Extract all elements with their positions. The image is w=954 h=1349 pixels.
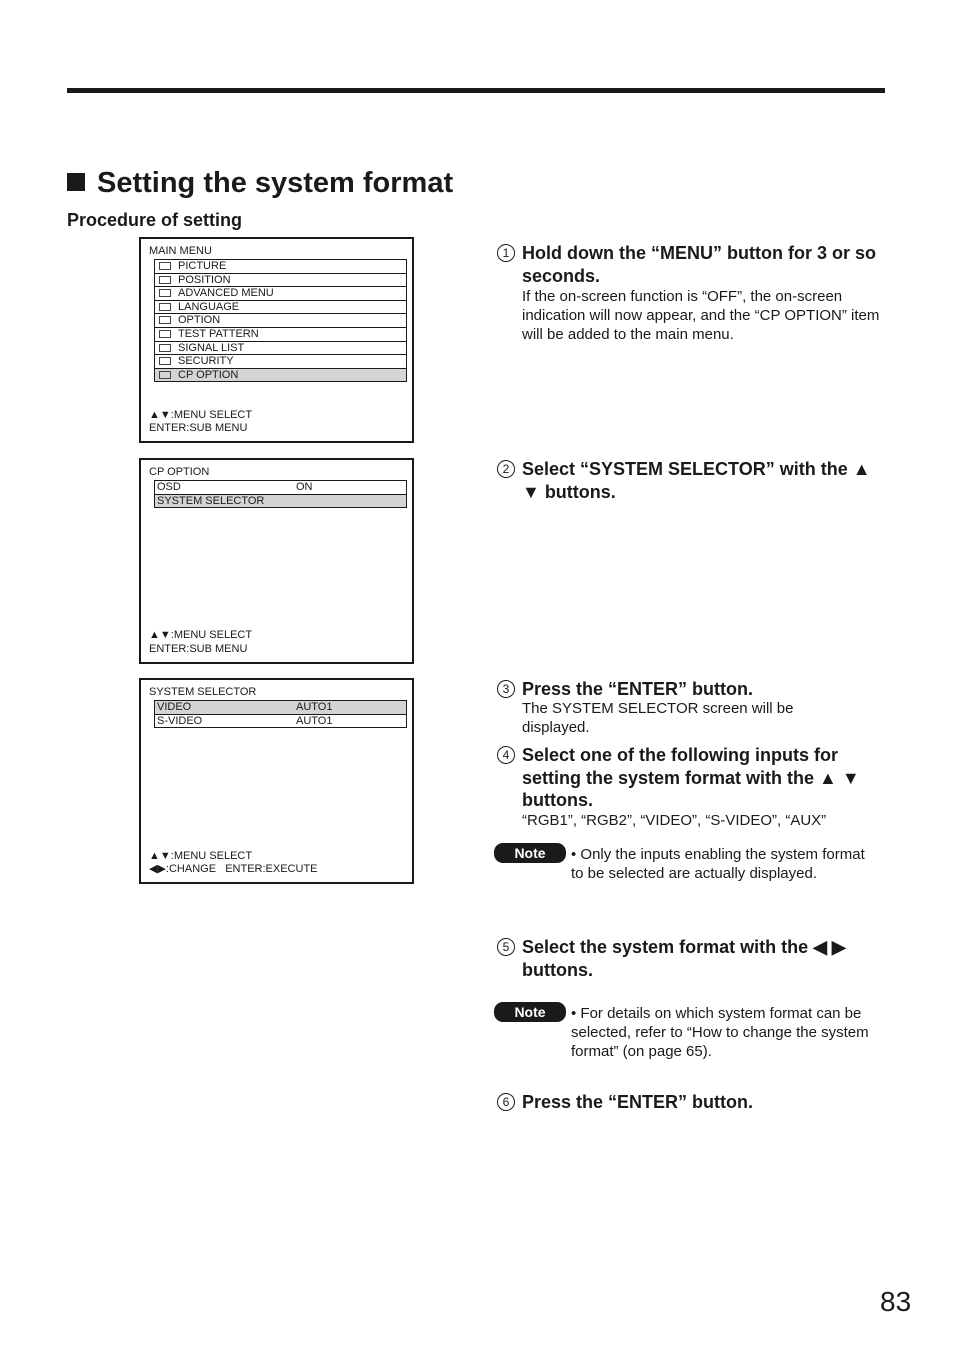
security-icon <box>159 357 171 365</box>
cp-option-icon <box>159 371 171 379</box>
system-selector-row-video: VIDEO AUTO1 <box>155 701 406 715</box>
position-icon <box>159 276 171 284</box>
menu-item-language: LANGUAGE <box>155 301 406 315</box>
system-selector-list <box>154 700 407 728</box>
step-number: 2 <box>497 460 515 478</box>
page-title <box>67 165 453 201</box>
advanced-menu-icon <box>159 289 171 297</box>
cp-option-row-osd: OSD ON <box>155 481 406 495</box>
main-menu-list <box>154 259 407 382</box>
main-menu-screen <box>139 237 414 443</box>
system-selector-screen <box>139 678 414 884</box>
note-badge: Note <box>494 1002 566 1022</box>
screen-header: CP OPTION <box>149 466 210 478</box>
step-heading: Hold down the “MENU” button for 3 or so seconds. <box>522 243 876 286</box>
top-rule <box>67 88 885 93</box>
page-title-text: Setting the system format <box>97 167 454 199</box>
step-body: “RGB1”, “RGB2”, “VIDEO”, “S-VIDEO”, “AUX” <box>522 812 827 829</box>
menu-item-option: OPTION <box>155 314 406 328</box>
step-body: The SYSTEM SELECTOR screen will be displayed. <box>522 700 794 736</box>
menu-item-cp-option: CP OPTION <box>155 369 406 383</box>
option-icon <box>159 316 171 324</box>
language-icon <box>159 303 171 311</box>
test-pattern-icon <box>159 330 171 338</box>
screen-footer-line2: ENTER:SUB MENU <box>149 422 248 434</box>
signal-list-icon <box>159 344 171 352</box>
screen-footer-line1: ▲▼:MENU SELECT <box>149 850 253 862</box>
step-heading: Select one of the following inputs for setting the system format with the ▲ ▼ buttons. <box>522 745 860 810</box>
note-text: • For details on which system format can be selected, refer to “How to change the system format” (on page 65). <box>571 1005 869 1060</box>
screen-footer-line2: ◀▶:CHANGE ENTER:EXECUTE <box>149 863 318 875</box>
menu-item-advanced-menu: ADVANCED MENU <box>155 287 406 301</box>
step-number: 4 <box>497 746 515 764</box>
page-number: 83 <box>880 1286 912 1317</box>
cp-option-screen <box>139 458 414 664</box>
note-badge: Note <box>494 843 566 863</box>
system-selector-row-s-video: S-VIDEO AUTO1 <box>155 715 406 729</box>
menu-item-position: POSITION <box>155 274 406 288</box>
menu-item-picture: PICTURE <box>155 260 406 274</box>
step-number: 3 <box>497 680 515 698</box>
screen-footer-line1: ▲▼:MENU SELECT <box>149 629 253 641</box>
screen-footer-line2: ENTER:SUB MENU <box>149 643 248 655</box>
step-number: 5 <box>497 938 515 956</box>
cp-option-row-system-selector: SYSTEM SELECTOR <box>155 495 406 509</box>
step-number: 1 <box>497 244 515 262</box>
step-heading: Press the “ENTER” button. <box>522 679 754 699</box>
menu-item-test-pattern: TEST PATTERN <box>155 328 406 342</box>
screen-header: MAIN MENU <box>149 245 212 257</box>
menu-item-security: SECURITY <box>155 355 406 369</box>
menu-item-signal-list: SIGNAL LIST <box>155 342 406 356</box>
cp-option-list <box>154 480 407 508</box>
step-heading: Select “SYSTEM SELECTOR” with the ▲ ▼ buttons. <box>522 459 871 502</box>
note-text: • Only the inputs enabling the system format to be selected are actually displayed. <box>571 846 865 882</box>
picture-icon <box>159 262 171 270</box>
step-body: If the on-screen function is “OFF”, the on-screen indication will now appear, and the “CP OPTION” item will be added to the main menu. <box>522 288 880 343</box>
step-heading: Press the “ENTER” button. <box>522 1092 754 1112</box>
step-number: 6 <box>497 1093 515 1111</box>
step-heading: Select the system format with the ◀ ▶ buttons. <box>522 937 846 980</box>
section-subtitle: Procedure of setting <box>67 210 243 230</box>
screen-footer-line1: ▲▼:MENU SELECT <box>149 409 253 421</box>
square-bullet-icon <box>67 173 85 191</box>
screen-header: SYSTEM SELECTOR <box>149 686 257 698</box>
